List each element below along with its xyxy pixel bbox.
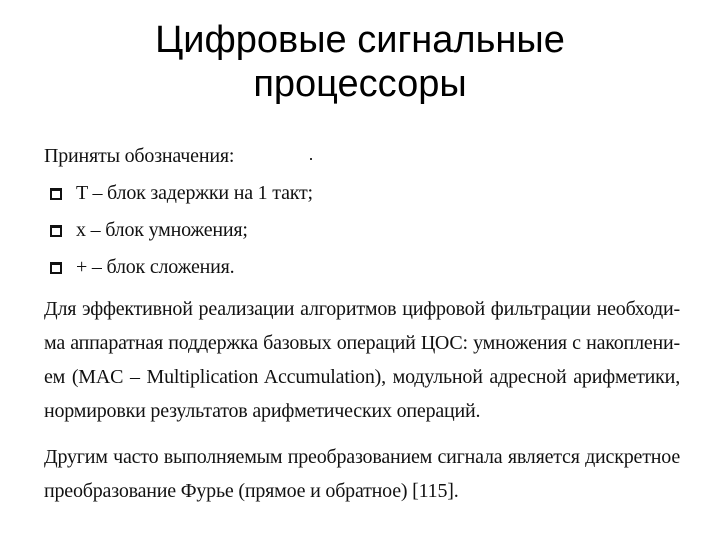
title-line-2: процессоры <box>253 63 467 105</box>
paragraph-line: ма аппаратная поддержка базовых операций ЦОС: умножения с накоплени- <box>44 332 680 354</box>
list-item-text: x – блок умножения; <box>76 219 248 241</box>
paragraph-2 <box>44 440 680 508</box>
paragraph-line: ем (MAC – Multiplication Accumulation), модульной адресной арифметики, <box>44 366 680 388</box>
square-bullet-icon <box>50 188 62 200</box>
list-item-text: T – блок задержки на 1 такт; <box>76 182 313 204</box>
paragraph-line: Другим часто выполняемым преобразованием сигнала является дискретное <box>44 446 680 468</box>
square-bullet-icon <box>50 262 62 274</box>
list-item <box>44 249 680 286</box>
list-item <box>44 175 680 212</box>
paragraph-line: Для эффективной реализации алгоритмов цифровой фильтрации необходи- <box>44 298 680 320</box>
paragraph-line: преобразование Фурье (прямое и обратное) [115]. <box>44 480 459 502</box>
square-bullet-icon <box>50 225 62 237</box>
paragraph-1 <box>44 292 680 428</box>
intro-line: Приняты обозначения: <box>44 145 235 167</box>
scanned-text-block <box>44 138 680 508</box>
list-item <box>44 212 680 249</box>
slide-title <box>0 18 720 106</box>
title-line-1: Цифровые сигнальные <box>155 19 565 61</box>
list-item-text: + – блок сложения. <box>76 256 235 278</box>
paragraph-line: нормировки результатов арифметических операций. <box>44 400 481 422</box>
